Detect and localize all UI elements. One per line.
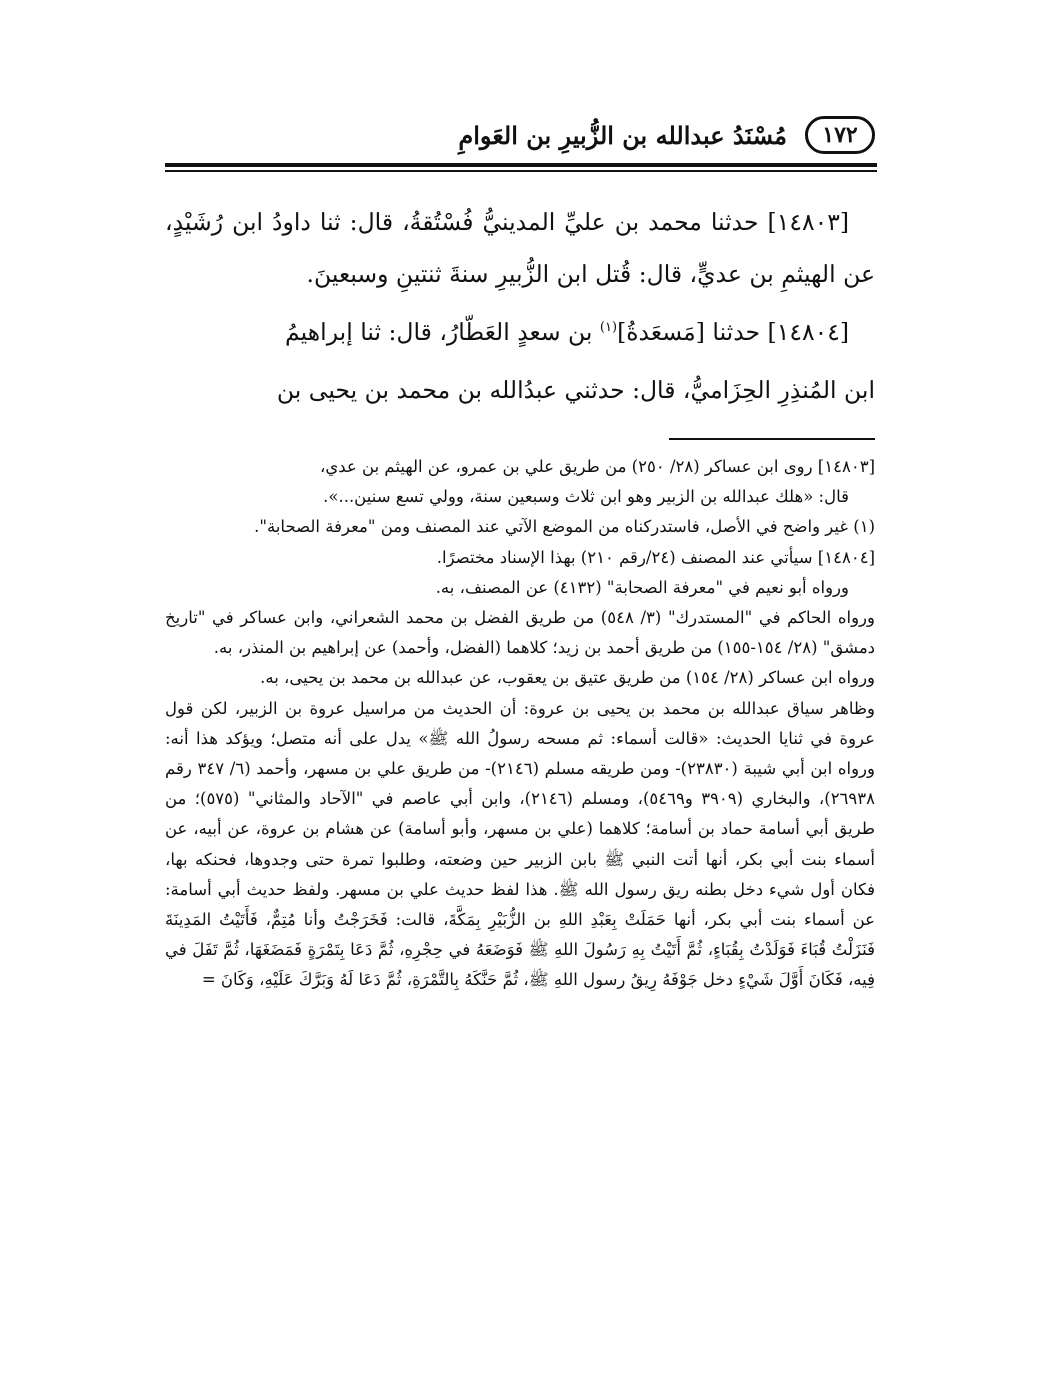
footnote-14803-line1: [١٤٨٠٣] روى ابن عساكر (٢٨/ ٢٥٠) من طريق علي بن عمرو، عن الهيثم بن عدي، xyxy=(320,457,875,476)
running-title: مُسْنَدُ عبدالله بن الزُّبيرِ بن العَوامِ xyxy=(458,120,787,150)
hadith-14804 xyxy=(165,306,875,358)
footnote-14804-line2: ورواه أبو نعيم في "معرفة الصحابة" (٤١٣٢) عن المصنف، به. xyxy=(435,577,849,597)
footnote-mark: (١) xyxy=(599,320,618,336)
footnote-1: (١) غير واضح في الأصل، فاستدركناه من الموضع الآتي عند المصنف ومن "معرفة الصحابة". xyxy=(254,517,875,537)
footnote-14804-line3: ورواه الحاكم في "المستدرك" (٣/ ٥٤٨) من طريق الفضل بن محمد الشعراني، وابن عساكر في "تاريخ دمشق" (٢٨/ ١٥٤-١٥٥) من طريق أحمد بن زيد؛ كلاهما (الفضل، وأحمد) عن إبراهيم بن المنذر، به. xyxy=(165,608,875,658)
footnote-separator xyxy=(669,438,875,440)
main-text xyxy=(165,196,875,422)
header-rule-thin xyxy=(165,170,877,172)
hadith-14804-start: [١٤٨٠٤] حدثنا [مَسعَدةُ] xyxy=(617,318,849,346)
footnotes xyxy=(165,452,875,996)
header-rule-thick xyxy=(165,163,877,167)
page-number: ١٧٢ xyxy=(805,116,875,154)
footnote-14803-line2: قال: «هلك عبدالله بن الزبير وهو ابن ثلاث وسبعين سنة، وولي تسع سنين...». xyxy=(323,487,849,507)
hadith-14804-continuation: بن سعدٍ العَطّارُ، قال: ثنا إبراهيمُ xyxy=(285,318,600,346)
hadith-14804-line2: ابن المُنذِرِ الحِزَاميُّ، قال: حدثني عبدُالله بن محمد بن يحيى بن xyxy=(276,376,875,404)
page-header xyxy=(165,112,875,158)
footnote-14804-line4: ورواه ابن عساكر (٢٨/ ١٥٤) من طريق عتيق بن يعقوب، عن عبدالله بن محمد بن يحيى، به. xyxy=(260,668,875,688)
footnote-14804-line5: وظاهر سياق عبدالله بن محمد بن يحيى بن عروة: أن الحديث من مراسيل عروة بن الزبير، لكن قول عروة في ثنايا الحديث: «قالت أسماء: ثم مسحه رسولُ الله ﷺ» يدل على أنه متصل؛ ويؤكد هذا أنه: ورواه ابن أبي شيبة (٢٣٨٣٠)- ومن طريقه مسلم (٢١٤٦)- من طريق علي بن مسهر، وأحمد (٦/ ٣٤٧ رقم ٢٦٩٣٨)، والبخاري (٣٩٠٩ و٥٤٦٩)، ومسلم (٢١٤٦)، وابن أبي عاصم في "الآحاد والمثاني" (٥٧٥)؛ من طريق أبي أسامة حماد بن أسامة؛ كلاهما (علي بن مسهر، وأبو أسامة) عن هشام بن عروة، عن أبيه، عن أسماء بنت أبي بكر، أنها أتت النبي ﷺ بابن الزبير حين وضعته، وطلبوا تمرة حتى وجدوها، فحنكه بها، فكان أول شيء دخل بطنه ريق رسول الله ﷺ. هذا لفظ حديث علي بن مسهر. ولفظ حديث أبي أسامة: عن أسماء بنت أبي بكر، أنها حَمَلَتْ بِعَبْدِ اللهِ بن الزُّبَيْرِ بِمَكَّةَ، قالت: فَخَرَجْتُ وأنا مُتِمٌّ، فَأَتَيْتُ المَدِينَةَ فَنَزَلْتُ قُبَاءَ فَوَلَدْتُ بِقُبَاءٍ، ثُمَّ أَتَيْتُ بِهِ رَسُولَ اللهِ ﷺ فَوَضَعَهُ في حِجْرِهِ، ثُمَّ دَعَا بِتَمْرَةٍ فَمَضَغَهَا، ثُمَّ تَفَلَ في فِيه، فَكَانَ أَوَّلَ شَيْءٍ دخل جَوْفَهُ رِيقُ رسول اللهِ ﷺ، ثُمَّ حَنَّكَهُ بِالتَّمْرَةِ، ثُمَّ دَعَا لَهُ وَبَرَّكَ عَلَيْهِ، وَكَانَ = xyxy=(165,698,875,990)
hadith-14803: [١٤٨٠٣] حدثنا محمد بن عليِّ المدينيُّ فُسْتُقةُ، قال: ثنا داودُ ابن رُشَيْدٍ، عن الهيثمِ بن عديٍّ، قال: قُتل ابن الزُّبيرِ سنةَ ثنتينِ وسبعينَ. xyxy=(165,208,875,288)
footnote-14804-line1: [١٤٨٠٤] سيأتي عند المصنف (٢٤/رقم ٢١٠) بهذا الإسناد مختصرًا. xyxy=(436,547,875,567)
